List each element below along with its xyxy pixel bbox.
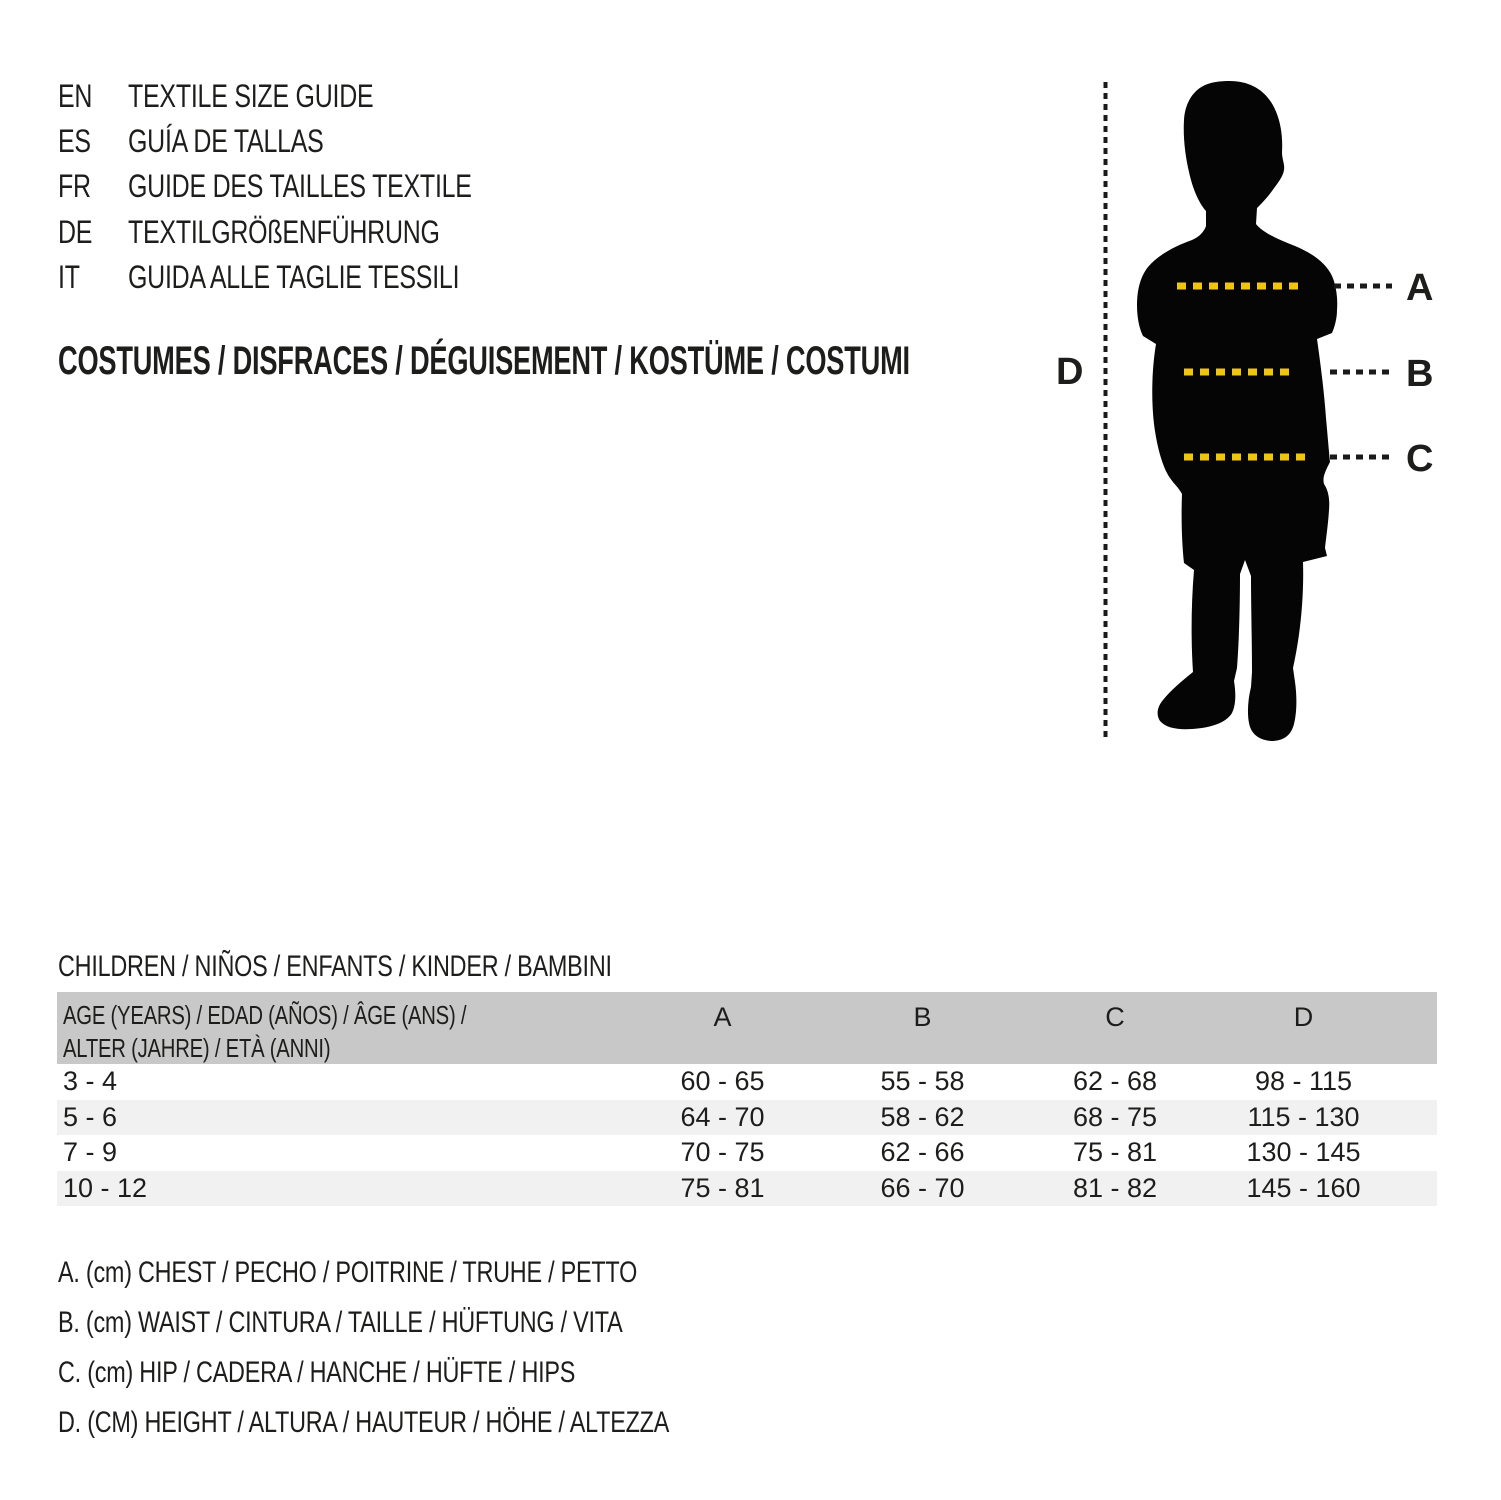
measure-label-c: C bbox=[1406, 438, 1434, 480]
cell-age: 3 - 4 bbox=[63, 1066, 118, 1097]
cell-chest: 60 - 65 bbox=[680, 1066, 765, 1097]
cell-age: 5 - 6 bbox=[63, 1101, 118, 1132]
cell-hip: 68 - 75 bbox=[1072, 1101, 1158, 1132]
header-age-line1: AGE (YEARS) / EDAD (AÑOS) / ÂGE (ANS) / bbox=[63, 1000, 467, 1030]
cell-waist: 62 - 66 bbox=[880, 1137, 965, 1168]
cell-height: 115 - 130 bbox=[1247, 1101, 1360, 1132]
language-title: GUIDE DES TAILLES TEXTILE bbox=[128, 168, 472, 205]
category-title: COSTUMES / DISFRACES / DÉGUISEMENT / KOSTÜME / COSTUMI bbox=[58, 338, 910, 383]
table-row bbox=[57, 1135, 1437, 1171]
header-col-d: D bbox=[1293, 1002, 1314, 1032]
cell-height: 98 - 115 bbox=[1254, 1066, 1353, 1097]
measurement-legend bbox=[58, 1248, 841, 1448]
children-section-title: CHILDREN / NIÑOS / ENFANTS / KINDER / BAMBINI bbox=[58, 950, 612, 983]
legend-item-waist: B. (cm) WAIST / CINTURA / TAILLE / HÜFTUNG / VITA bbox=[58, 1306, 623, 1339]
cell-waist: 66 - 70 bbox=[880, 1172, 965, 1203]
language-code: FR bbox=[58, 168, 91, 205]
legend-item-height: D. (CM) HEIGHT / ALTURA / HAUTEUR / HÖHE / ALTEZZA bbox=[58, 1406, 670, 1439]
language-row-fr bbox=[58, 164, 569, 209]
cell-hip: 62 - 68 bbox=[1072, 1066, 1158, 1097]
cell-hip: 81 - 82 bbox=[1072, 1172, 1158, 1203]
cell-waist: 55 - 58 bbox=[880, 1066, 965, 1097]
language-title-list bbox=[58, 74, 569, 300]
cell-chest: 64 - 70 bbox=[680, 1101, 765, 1132]
child-silhouette bbox=[1137, 81, 1337, 741]
measure-label-d: D bbox=[1056, 351, 1084, 393]
cell-chest: 75 - 81 bbox=[680, 1172, 765, 1203]
language-code: EN bbox=[58, 78, 93, 115]
language-title: TEXTILE SIZE GUIDE bbox=[128, 78, 374, 115]
table-row bbox=[57, 1100, 1437, 1136]
language-code: DE bbox=[58, 213, 93, 250]
cell-age: 10 - 12 bbox=[63, 1172, 148, 1203]
table-row bbox=[57, 1171, 1437, 1207]
cell-height: 130 - 145 bbox=[1246, 1137, 1361, 1168]
table-header-row bbox=[57, 992, 1437, 1064]
header-age-cell bbox=[57, 992, 620, 1064]
language-row-es bbox=[58, 119, 569, 164]
language-code: IT bbox=[58, 258, 80, 295]
cell-hip: 75 - 81 bbox=[1072, 1137, 1158, 1168]
child-silhouette-diagram bbox=[1040, 60, 1501, 760]
cell-height: 145 - 160 bbox=[1246, 1172, 1361, 1203]
header-col-b: B bbox=[913, 1002, 932, 1032]
language-code: ES bbox=[58, 123, 91, 160]
header-col-a: A bbox=[713, 1002, 732, 1032]
language-title: TEXTILGRÖßENFÜHRUNG bbox=[128, 213, 440, 250]
legend-item-chest: A. (cm) CHEST / PECHO / POITRINE / TRUHE / PETTO bbox=[58, 1256, 638, 1289]
header-age-line2: ALTER (JAHRE) / ETÀ (ANNI) bbox=[63, 1033, 331, 1063]
language-title: GUIDA ALLE TAGLIE TESSILI bbox=[128, 258, 460, 295]
language-row-it bbox=[58, 255, 569, 300]
language-row-de bbox=[58, 210, 569, 255]
table-row bbox=[57, 1064, 1437, 1100]
cell-chest: 70 - 75 bbox=[680, 1137, 765, 1168]
cell-age: 7 - 9 bbox=[63, 1137, 118, 1168]
language-title: GUÍA DE TALLAS bbox=[128, 123, 324, 160]
measure-label-a: A bbox=[1406, 267, 1434, 309]
measure-label-b: B bbox=[1406, 353, 1434, 395]
language-row-en bbox=[58, 74, 569, 119]
measurement-figure bbox=[1040, 60, 1501, 760]
header-col-c: C bbox=[1105, 1002, 1125, 1032]
legend-item-hip: C. (cm) HIP / CADERA / HANCHE / HÜFTE / HIPS bbox=[58, 1356, 576, 1389]
children-size-table bbox=[57, 992, 1437, 1206]
cell-waist: 58 - 62 bbox=[880, 1101, 965, 1132]
